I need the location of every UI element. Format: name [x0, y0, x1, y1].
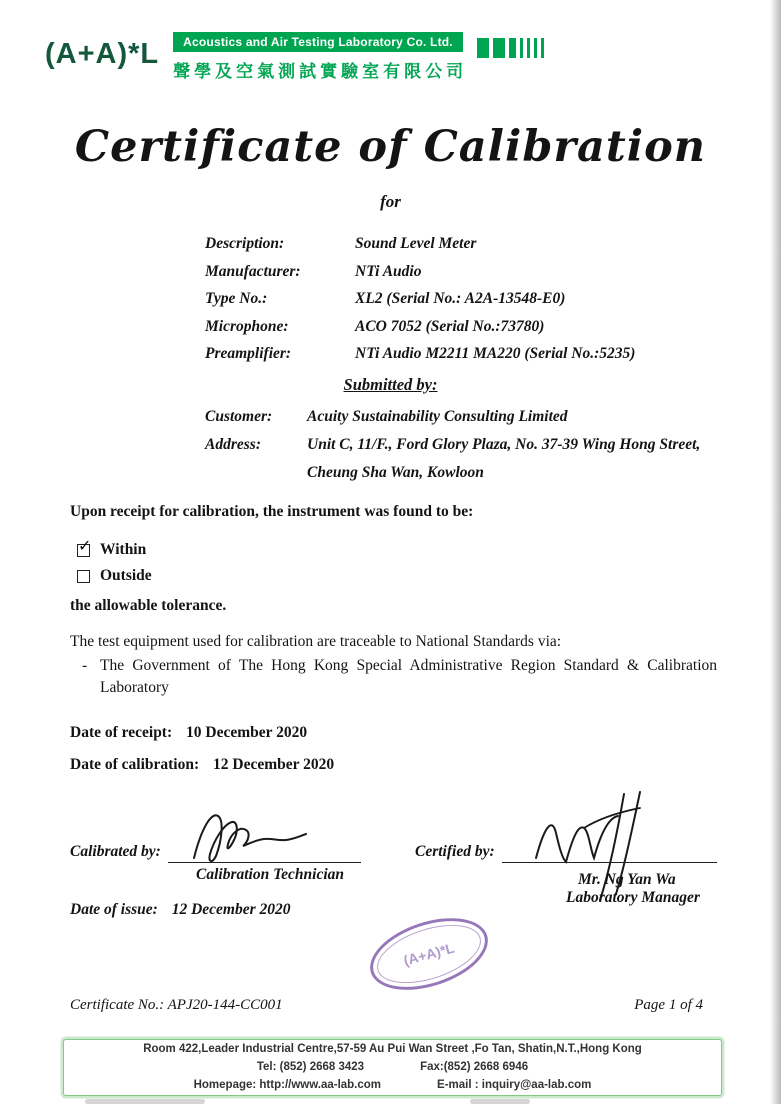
footer-contact-box [63, 1039, 722, 1096]
certificate-footer-row [70, 997, 703, 1014]
instrument-details [205, 235, 635, 373]
address-line2: Cheung Sha Wan, Kowloon [307, 464, 484, 481]
check-mark-icon: ✓ [78, 535, 92, 555]
detail-value: NTi Audio [355, 262, 422, 280]
option-within [77, 537, 152, 563]
company-name-banner: Acoustics and Air Testing Laboratory Co. Ltd. [173, 32, 463, 52]
detail-label: Microphone: [205, 317, 289, 335]
detail-value: XL2 (Serial No.: A2A-13548-E0) [355, 290, 566, 307]
detail-label: Type No.: [205, 290, 268, 307]
detail-value: NTi Audio M2211 MA220 (Serial No.:5235) [355, 345, 636, 362]
detail-row-preamplifier [205, 345, 635, 373]
date-of-receipt [70, 724, 307, 742]
for-label: for [380, 192, 401, 211]
option-within-label: Within [100, 541, 147, 558]
traceability-item [82, 655, 717, 699]
footer-fax: Fax:(852) 2668 6946 [420, 1061, 529, 1073]
option-outside [77, 563, 152, 589]
company-name-chinese: 聲學及空氣測試實驗室有限公司 [173, 62, 468, 81]
signature-line [502, 862, 717, 863]
document-title: Certificate of Calibration [74, 122, 707, 172]
address-line1: Unit C, 11/F., Ford Glory Plaza, No. 37-39 Wing Hong Street, [307, 436, 701, 453]
calibrated-signature [188, 806, 328, 866]
stamp-text: (A+A)*L [401, 939, 457, 969]
checkbox-outside [77, 570, 90, 583]
customer-block [205, 403, 700, 487]
page-number: Page 1 of 4 [634, 997, 703, 1013]
traceability-item-text: The Government of The Hong Kong Special Administrative Region Standard & Calibration Laboratory [100, 657, 717, 696]
calibrated-by-title: Calibration Technician [196, 866, 344, 883]
date-calibration-label: Date of calibration: [70, 756, 200, 773]
footer-address: Room 422,Leader Industrial Centre,57-59 Au Pui Wan Street ,Fo Tan, Shatin,N.T.,Hong Kong [143, 1043, 642, 1055]
scan-edge [770, 0, 781, 1104]
footer-email: E-mail : inquiry@aa-lab.com [437, 1079, 592, 1091]
detail-value: ACO 7052 (Serial No.:73780) [355, 317, 545, 335]
customer-row [205, 403, 700, 431]
company-name-block [173, 32, 467, 82]
detail-row-type-no [205, 290, 635, 318]
address-label: Address: [205, 436, 261, 453]
letterhead [45, 32, 544, 82]
footer-tel: Tel: (852) 2668 3423 [256, 1061, 365, 1073]
date-of-issue [70, 901, 291, 919]
certified-by-title: Laboratory Manager [566, 889, 700, 906]
list-dash: - [82, 657, 88, 674]
date-issue-label: Date of issue: [70, 901, 158, 918]
findings-outro: the allowable tolerance. [70, 597, 227, 614]
tolerance-options [77, 537, 152, 589]
address-row [205, 431, 700, 459]
detail-label: Manufacturer: [205, 262, 301, 280]
traceability-section [70, 631, 717, 699]
traceability-statement: The test equipment used for calibration are traceable to National Standards via: [70, 633, 562, 650]
certified-by-name: Mr. Ng Yan Wa [578, 871, 676, 888]
footer-tel-fax [64, 1059, 721, 1076]
company-stamp [361, 905, 497, 1004]
calibrated-by-label: Calibrated by: [70, 843, 161, 860]
certificate-number: Certificate No.: APJ20-144-CC001 [70, 997, 283, 1013]
certified-by-label: Certified by: [415, 843, 495, 860]
detail-row-microphone [205, 318, 635, 346]
detail-label: Description: [205, 235, 285, 252]
detail-label: Preamplifier: [205, 345, 292, 362]
date-receipt-label: Date of receipt: [70, 724, 173, 741]
logo-bars-icon [477, 38, 544, 58]
scan-smudge [85, 1099, 205, 1104]
option-outside-label: Outside [100, 567, 152, 584]
signature-line [168, 862, 361, 863]
detail-row-description [205, 235, 635, 263]
checkbox-within [77, 535, 92, 557]
company-logo: (A+A)*L [45, 38, 160, 70]
customer-value: Acuity Sustainability Consulting Limited [307, 408, 568, 425]
date-receipt-value: 10 December 2020 [186, 724, 308, 741]
customer-label: Customer: [205, 408, 273, 425]
scan-smudge [470, 1099, 530, 1104]
footer-web-email [64, 1077, 721, 1094]
footer-homepage: Homepage: http://www.aa-lab.com [193, 1079, 382, 1091]
detail-value: Sound Level Meter [355, 235, 477, 252]
findings-intro: Upon receipt for calibration, the instrument was found to be: [70, 503, 474, 520]
detail-row-manufacturer [205, 263, 635, 291]
date-of-calibration [70, 756, 334, 774]
submitted-by-heading: Submitted by: [343, 375, 438, 394]
date-issue-value: 12 December 2020 [171, 901, 291, 918]
date-calibration-value: 12 December 2020 [213, 756, 335, 773]
